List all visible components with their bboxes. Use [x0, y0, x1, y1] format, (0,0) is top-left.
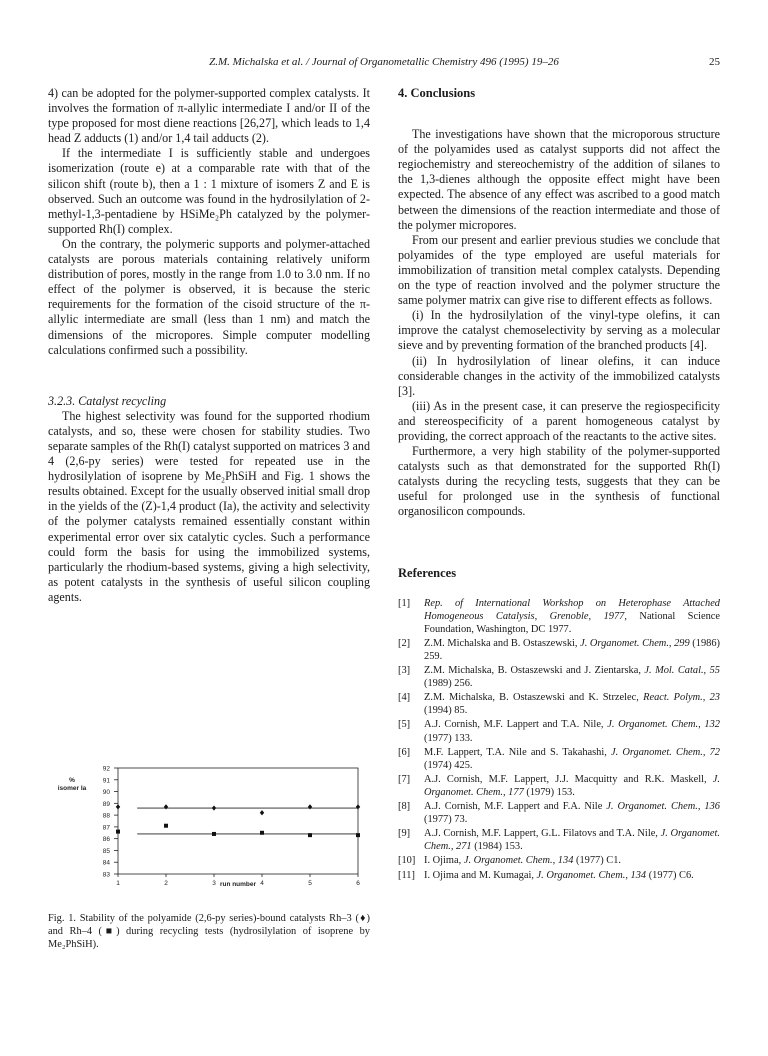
reference-number: [10] — [398, 855, 416, 867]
x-tick-label: 6 — [356, 880, 360, 887]
reference-number: [1] — [398, 597, 411, 609]
x-axis-label: run number — [219, 881, 257, 888]
reference-text: A.J. Cornish, M.F. Lappert and F.A. Nile — [424, 801, 607, 813]
y-tick-label: 88 — [102, 812, 110, 820]
subsection-heading: 3.2.3. Catalyst recycling — [48, 393, 167, 408]
left-column — [48, 86, 370, 605]
y-axis-label: % — [69, 777, 75, 785]
data-point-diamond — [260, 810, 264, 815]
data-point-square — [212, 832, 216, 836]
reference-text: Z.M. Michalska and B. Ostaszewski, — [424, 637, 581, 649]
y-tick-label: 90 — [102, 789, 110, 797]
paragraph: (ii) In hydrosilylation of linear olefins, it can induce considerable changes in the activity of the immobilized catalysts [3]. — [398, 353, 720, 398]
reference-text: A.J. Cornish, M.F. Lappert and T.A. Nile, — [424, 719, 608, 731]
paragraph: The highest selectivity was found for the supported rhodium catalysts, and so, these were chosen for stability studies. Two separate samples of the Rh(I) catalyst supported on matrices 3 and 4 (2,6-py series) were tested for repeated use in the hydrosilylation of isoprene by Me₂PhSiH and Fig. 1 shows the results obtained. Except for the usually observed initial small drop in the yields of the (Z)-1,4 product (Ia), the activity and selectivity of the polymer catalysts remained essentially constant within experimental error over six catalytic cycles. Such a performance could form the basis for using the immobilized systems, particularly the rhodium-based systems, giving a high selectivity, as potent catalysts in the synthesis of useful silicon coupling agents. — [48, 408, 370, 604]
data-point-diamond — [308, 804, 312, 809]
reference-text: (1977) C6. — [646, 869, 694, 881]
reference-text: React. Polym., 23 — [643, 692, 721, 704]
x-tick-label: 3 — [212, 880, 216, 887]
references-heading: References — [398, 565, 457, 580]
paragraph: From our present and earlier previous studies we conclude that polyamides of the type employed are useful materials for immobilization of transition metal complex catalysts. Depending on the type of reaction involved and the polymer structure the same polymer matrix can give rise to different effects as follows. — [398, 232, 720, 308]
x-tick-label: 1 — [116, 880, 120, 887]
x-tick-label: 4 — [260, 880, 264, 887]
data-point-diamond — [116, 804, 120, 809]
reference-number: [9] — [398, 828, 411, 840]
paragraph: Furthermore, a very high stability of the polymer-supported catalysts such as that demonstrated for the supported Rh(I) catalysts during the recycling tests, suggests that they can be useful for prolonged use in the synthesis of functional organosilicon compounds. — [398, 444, 720, 519]
data-point-square — [356, 833, 360, 837]
paragraph: 4) can be adopted for the polymer-supported complex catalysts. It involves the formation of π-allylic intermediate I and/or II of the type proposed for most diene reactions [26,27], which leads to 1,4 head Z adducts (1) and/or 1,4 tail adducts (2). — [48, 86, 370, 146]
reference-text: I. Ojima, — [424, 855, 464, 867]
reference-item — [398, 827, 720, 853]
reference-item — [398, 800, 720, 826]
reference-text: (1986) 259. — [424, 637, 721, 662]
reference-text: (1974) 425. — [424, 759, 473, 771]
reference-item — [398, 664, 720, 690]
paragraph: (iii) As in the present case, it can preserve the regiospecificity and stereospecificity of a parent homogeneous catalyst by providing, the correct approach of the reactants to the active sites. — [398, 398, 720, 443]
reference-number: [4] — [398, 692, 411, 704]
reference-item — [398, 597, 720, 636]
reference-text: J. Organomet. Chem., 136 — [606, 801, 720, 813]
recycling-chart — [48, 758, 370, 888]
paragraph: (i) In the hydrosilylation of the vinyl-type olefins, it can improve the catalyst chemoselectivity by serving as a molecular sieve and by preventing formation of the branched products [4]. — [398, 308, 720, 353]
reference-number: [6] — [398, 746, 411, 758]
reference-text: Z.M. Michalska, B. Ostaszewski and K. Strzelec, — [424, 692, 644, 704]
y-tick-label: 86 — [102, 836, 110, 844]
reference-item — [398, 718, 720, 744]
reference-text: J. Organomet. Chem., 134 — [463, 855, 574, 867]
y-tick-label: 83 — [102, 871, 110, 879]
reference-item — [398, 691, 720, 717]
reference-text: Z.M. Michalska, B. Ostaszewski and J. Zientarska, — [424, 665, 645, 677]
y-tick-label: 92 — [102, 765, 110, 773]
y-tick-label: 91 — [102, 777, 110, 785]
paragraph: If the intermediate I is sufficiently stable and undergoes isomerization (route e) at a comparable rate with that of the silicon shift (route b), then a 1 : 1 mixture of isomers Z and E is observed. Such an outcome was found in the hydrosilylation of 2-methyl-1,3-pentadiene by HSiMe₂Ph catalyzed by the polymer-supported Rh(I) complex. — [48, 146, 370, 236]
data-point-square — [164, 824, 168, 828]
y-tick-label: 89 — [102, 800, 110, 808]
reference-text: J. Organomet. Chem., 134 — [536, 869, 647, 881]
reference-text: (1979) 153. — [523, 786, 575, 798]
reference-text: J. Mol. Catal., 55 — [644, 665, 720, 677]
y-tick-label: 85 — [102, 847, 110, 855]
reference-number: [2] — [398, 637, 411, 649]
plot-frame — [118, 768, 358, 874]
data-point-square — [308, 833, 312, 837]
reference-item — [398, 854, 720, 867]
reference-text: National Science Foundation, Washington, DC 1977. — [424, 610, 720, 635]
right-column — [398, 86, 720, 883]
reference-text: J. Organomet. Chem., 271 — [424, 828, 720, 853]
reference-number: [7] — [398, 773, 411, 785]
data-point-diamond — [164, 804, 168, 809]
paragraph: The investigations have shown that the microporous structure of the polyamides used as catalyst supports did not affect the regiochemistry and stereochemistry of the addition of silanes to the 1,3-dienes although the opposite effect might have been expected. The absence of any effect was ascribed to a good match between the dimensions of the reaction intermediate and those of the polymer micropores. — [398, 127, 720, 232]
reference-text: J. Organomet. Chem., 72 — [611, 746, 720, 758]
data-point-diamond — [212, 805, 216, 810]
reference-text: Rep. of International Workshop on Heterophase Attached Homogeneous Catalysis, Grenoble, 1977, — [424, 597, 720, 622]
y-tick-label: 87 — [102, 824, 110, 832]
reference-text: (1984) 153. — [471, 841, 523, 853]
paragraph: On the contrary, the polymeric supports and polymer-attached catalysts are porous materials containing relatively uniform distribution of pores, mostly in the range from 1.0 to 3.0 nm. If no effect of the polymer is observed, it is because the steric requirements for the formation of the cisoid structure of the π-allylic intermediate are small (less than 1 nm) and match the dimensions of the micropores. Simple computer modelling calculations confirmed such a possibility. — [48, 236, 370, 357]
y-tick-label: 84 — [102, 859, 110, 867]
reference-list — [398, 597, 720, 882]
data-point-square — [260, 831, 264, 835]
reference-item — [398, 746, 720, 772]
reference-number: [5] — [398, 719, 411, 731]
x-tick-label: 2 — [164, 880, 168, 887]
reference-text: (1977) 133. — [424, 732, 473, 744]
reference-number: [3] — [398, 665, 411, 677]
reference-text: A.J. Cornish, M.F. Lappert, G.L. Filatovs and T.A. Nile, — [424, 828, 661, 840]
reference-number: [11] — [398, 869, 415, 881]
y-axis-label: isomer Ia — [57, 785, 87, 793]
section-heading: 4. Conclusions — [398, 86, 476, 100]
reference-item — [398, 773, 720, 799]
reference-text: I. Ojima and M. Kumagai, — [424, 869, 537, 881]
reference-text: J. Organomet. Chem., 132 — [607, 719, 720, 731]
reference-text: (1994) 85. — [424, 705, 468, 717]
reference-item — [398, 637, 720, 663]
reference-text: (1977) C1. — [573, 855, 622, 867]
data-point-square — [116, 830, 120, 834]
reference-number: [8] — [398, 801, 411, 813]
reference-text: M.F. Lappert, T.A. Nile and S. Takahashi, — [424, 746, 611, 758]
data-point-diamond — [356, 804, 360, 809]
figure-1 — [48, 758, 370, 888]
reference-text: J. Organomet. Chem., 299 — [580, 637, 690, 649]
running-head-title: Z.M. Michalska et al. / Journal of Organometallic Chemistry 496 (1995) 19–26 — [209, 56, 559, 68]
figure-caption: Fig. 1. Stability of the polyamide (2,6-py series)-bound catalysts Rh–3 (♦) and Rh–4 (■) during recycling tests (hydrosilylation of isoprene by Me₂PhSiH). — [48, 913, 370, 950]
x-tick-label: 5 — [308, 880, 312, 887]
reference-text: (1977) 73. — [424, 814, 468, 826]
reference-text: (1989) 256. — [424, 678, 473, 690]
page-number: 25 — [709, 56, 720, 68]
reference-text: J. Organomet. Chem., 177 — [424, 773, 720, 798]
reference-item — [398, 869, 720, 882]
reference-text: A.J. Cornish, M.F. Lappert, J.J. Macquitty and R.K. Maskell, — [424, 773, 713, 785]
